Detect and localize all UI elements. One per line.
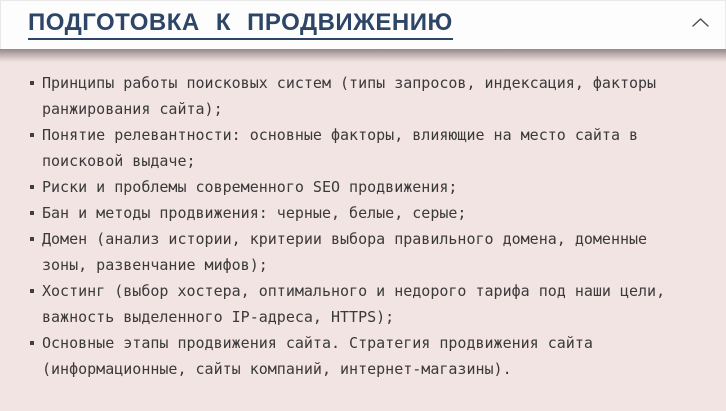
accordion-title[interactable]: ПОДГОТОВКА К ПРОДВИЖЕНИЮ [28, 10, 453, 40]
list-item: Хостинг (выбор хостера, оптимального и недорого тарифа под наши цели, важность выделенного IP-адреса, HTTPS); [30, 278, 696, 330]
list-item: Бан и методы продвижения: черные, белые, серые; [30, 200, 696, 226]
chevron-up-icon[interactable] [689, 11, 711, 33]
list-item: Понятие релевантности: основные факторы, влияющие на место сайта в поисковой выдаче; [30, 122, 696, 174]
list-item: Принципы работы поисковых систем (типы запросов, индексация, факторы ранжирования сайта); [30, 70, 696, 122]
topics-list [0, 49, 726, 382]
list-item: Основные этапы продвижения сайта. Стратегия продвижения сайта (информационные, сайты компаний, интернет-магазины). [30, 330, 696, 382]
accordion-header[interactable] [0, 0, 726, 49]
list-item: Риски и проблемы современного SEO продвижения; [30, 174, 696, 200]
accordion-content [0, 49, 726, 411]
list-item: Домен (анализ истории, критерии выбора правильного домена, доменные зоны, развенчание мифов); [30, 226, 696, 278]
